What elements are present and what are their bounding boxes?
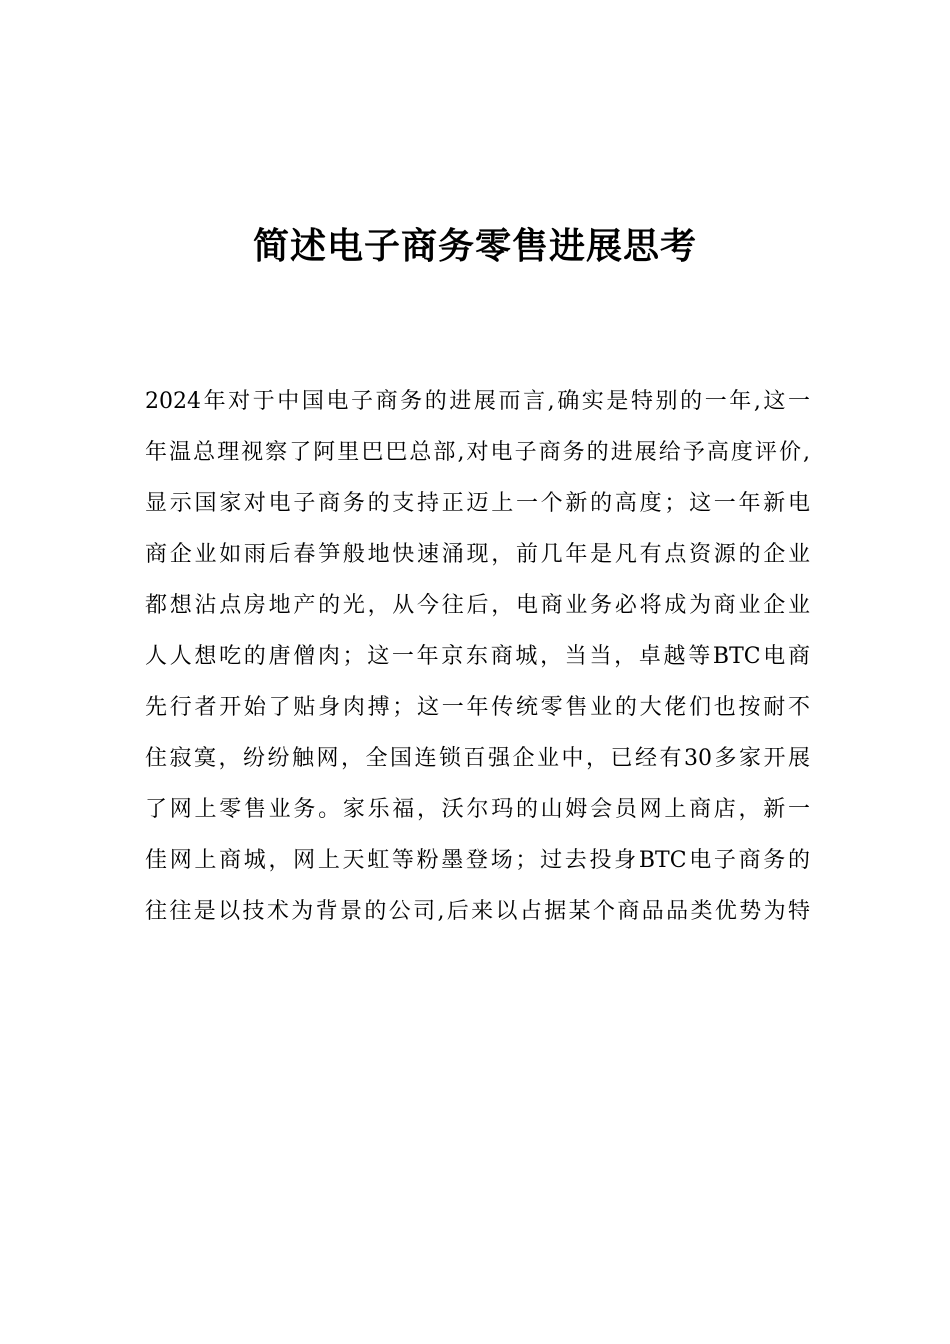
paragraph-line: 先行者开始了贴身肉搏；这一年传统零售业的大佬们也按耐不 [145,695,810,720]
paragraph-line: 年温总理视察了阿里巴巴总部,对电子商务的进展给予高度评价, [145,440,810,465]
body-paragraph [145,381,810,942]
paragraph-line: 往往是以技术为背景的公司,后来以占据某个商品品类优势为特 [145,899,810,924]
paragraph-line: 2024年对于中国电子商务的进展而言,确实是特别的一年,这一 [145,389,810,414]
paragraph-line: 人人想吃的唐僧肉；这一年京东商城，当当，卓越等BTC电商 [145,644,810,669]
paragraph-line: 了网上零售业务。家乐福，沃尔玛的山姆会员网上商店，新一 [145,797,810,822]
paragraph-line: 显示国家对电子商务的支持正迈上一个新的高度；这一年新电 [145,491,810,516]
paragraph-line: 都想沾点房地产的光，从今往后，电商业务必将成为商业企业 [145,593,810,618]
paragraph-line: 商企业如雨后春笋般地快速涌现，前几年是凡有点资源的企业 [145,542,810,567]
paragraph-line: 佳网上商城，网上天虹等粉墨登场；过去投身BTC电子商务的 [145,848,810,873]
document-title: 简述电子商务零售进展思考 [252,226,697,267]
paragraph-line: 住寂寞，纷纷触网，全国连锁百强企业中，已经有30多家开展 [145,746,810,771]
